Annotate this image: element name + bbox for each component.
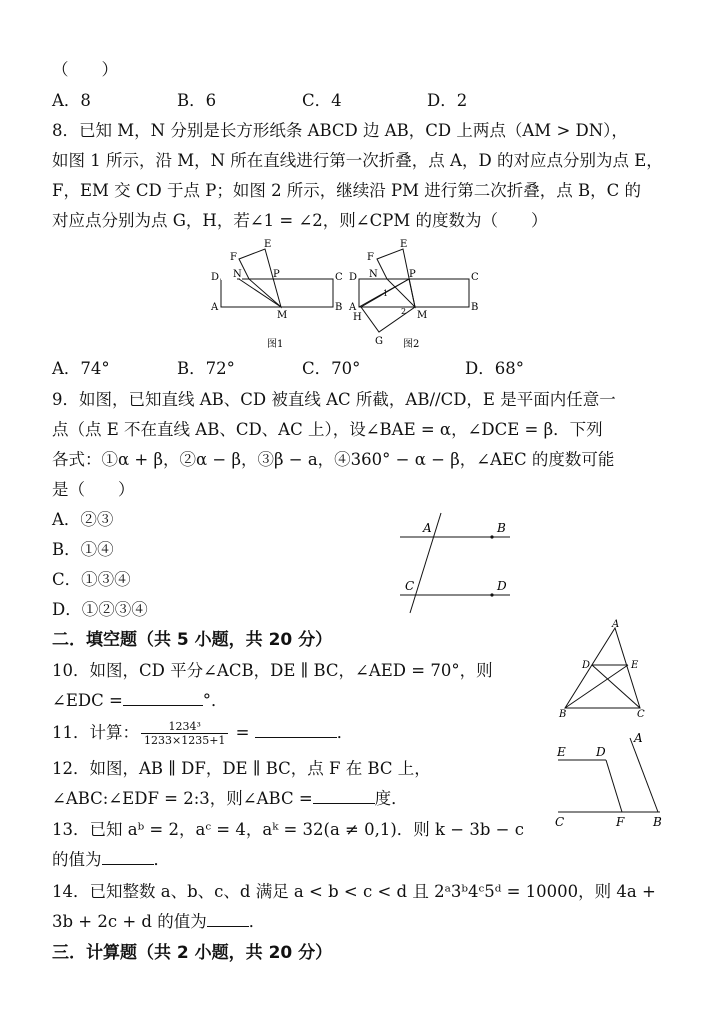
label-n-2: N (369, 269, 378, 280)
q9-line-2: 点（点 E 不在直线 AB、CD、AC 上），设∠BAE = α，∠DCE = β．下列 (52, 420, 603, 439)
q14-line-2 (52, 910, 265, 934)
label-a: A (612, 619, 620, 630)
q12-answer-blank[interactable] (313, 787, 375, 804)
label-d: D (497, 579, 507, 593)
label-p: P (273, 269, 280, 280)
q10-suffix: °． (202, 691, 228, 710)
label-f: F (616, 815, 625, 829)
fig1-caption: 图1 (267, 339, 284, 350)
segment-ab (630, 738, 658, 812)
q12-suffix: 度． (374, 789, 408, 808)
label-d: D (596, 745, 606, 759)
label-a: A (634, 731, 643, 745)
q9-line-4: 是（ ） (52, 480, 135, 499)
q9-option-a: A．②③ (52, 510, 114, 529)
triangle-abc (565, 628, 640, 708)
label-a: A (423, 521, 432, 535)
label-e: E (557, 745, 566, 759)
second-fold (361, 279, 415, 332)
label-c: C (555, 815, 565, 829)
fig2-caption: 图2 (403, 339, 420, 350)
q14-line-1: 14．已知整数 a、b、c、d 满足 a < b < c < d 且 2ᵃ3ᵇ4ᶜ5ᵈ = 10000，则 4a + (52, 882, 656, 901)
q8-line-1: 8．已知 M，N 分别是长方形纸条 ABCD 边 AB，CD 上两点（AM > DN）， (52, 121, 628, 140)
label-angle-1: 1 (383, 289, 389, 298)
q13-answer-blank[interactable] (102, 848, 154, 865)
label-angle-2: 2 (401, 307, 407, 316)
q11-eq: = (230, 723, 255, 742)
section-2-heading: 二．填空题（共 5 小题，共 20 分） (52, 630, 333, 650)
q13-prefix: 的值为 (52, 850, 102, 869)
q9-line-1: 9．如图，已知直线 AB、CD 被直线 AC 所截，AB//CD，E 是平面内任意一 (52, 390, 616, 409)
label-d-2: D (349, 272, 358, 283)
q14-prefix: 3b + 2c + d 的值为 (52, 912, 207, 931)
q7-option-c: C．4 (302, 91, 342, 110)
q9-option-c: C．①③④ (52, 570, 131, 589)
q8-line-4: 对应点分别为点 G，H，若∠1 = ∠2，则∠CPM 的度数为（ ） (52, 211, 548, 230)
label-b: B (559, 709, 567, 718)
q7-paren: （ ） (52, 60, 118, 79)
label-p-2: P (409, 269, 416, 280)
label-b-2: B (471, 302, 479, 313)
label-g-2: G (375, 336, 383, 347)
q12-figure (550, 728, 670, 830)
q13-suffix: ． (153, 850, 170, 869)
q11-prefix: 11．计算： (52, 723, 139, 742)
q7-option-a: A．8 (52, 91, 91, 110)
label-a-2: A (349, 302, 357, 313)
q8-option-a: A．74° (52, 359, 110, 378)
label-d: D (211, 272, 220, 283)
q9-line-3: 各式：①α + β，②α − β，③β − a，④360° − α − β，∠AEC 的度数可能 (52, 450, 615, 469)
point-d (490, 593, 493, 596)
q7-option-b: B．6 (177, 91, 217, 110)
label-n: N (233, 269, 242, 280)
q11-answer-blank[interactable] (255, 721, 337, 738)
q13-line-2 (52, 848, 170, 872)
q9-option-b: B．①④ (52, 540, 114, 559)
q12-line-2 (52, 787, 408, 811)
q8-line-3: F，EM 交 CD 于点 P；如图 2 所示，继续沿 PM 进行第二次折叠，点 B，C 的 (52, 181, 642, 200)
q8-line-2: 如图 1 所示，沿 M，N 所在直线进行第一次折叠，点 A，D 的对应点分别为点 E， (52, 151, 663, 170)
q11-suffix: ． (336, 723, 354, 742)
label-c: C (335, 272, 343, 283)
label-e: E (631, 660, 639, 671)
label-h-2: H (353, 312, 362, 323)
label-c-2: C (471, 272, 479, 283)
label-e-2: E (400, 239, 408, 250)
q11-denominator: 1233×1235+1 (144, 734, 226, 747)
label-a: A (211, 302, 219, 313)
q10-line-2 (52, 689, 228, 713)
label-f: F (230, 252, 237, 263)
q11-line (52, 720, 353, 747)
label-b: B (335, 302, 343, 313)
label-e: E (264, 239, 272, 250)
label-b: B (653, 815, 662, 829)
q10-line-1: 10．如图，CD 平分∠ACB，DE ∥ BC，∠AED = 70°，则 (52, 661, 493, 680)
q11-fraction (141, 720, 228, 747)
label-b: B (497, 521, 506, 535)
q7-option-d: D．2 (427, 91, 468, 110)
q8-option-c: C．70° (302, 359, 361, 378)
label-m: M (277, 310, 288, 321)
q10-figure (555, 618, 655, 718)
q8-option-d: D．68° (465, 359, 524, 378)
q10-prefix: ∠EDC = (52, 691, 123, 710)
segment-df (606, 760, 622, 812)
q8-figure-2 (345, 234, 485, 354)
q11-numerator: 1234³ (141, 720, 228, 734)
point-b (490, 535, 493, 538)
q12-prefix: ∠ABC:∠EDF = 2:3，则∠ABC = (52, 789, 313, 808)
label-c: C (637, 709, 645, 718)
label-c: C (405, 579, 415, 593)
label-m-2: M (417, 310, 428, 321)
q8-option-b: B．72° (177, 359, 235, 378)
label-d: D (582, 660, 591, 671)
q10-answer-blank[interactable] (123, 689, 203, 706)
q12-line-1: 12．如图，AB ∥ DF，DE ∥ BC，点 F 在 BC 上， (52, 759, 431, 778)
q9-option-d: D．①②③④ (52, 600, 148, 619)
q8-figure-1 (205, 234, 345, 354)
section-3-heading: 三．计算题（共 2 小题，共 20 分） (52, 943, 333, 963)
q14-suffix: ． (248, 912, 266, 931)
q9-figure (395, 510, 520, 615)
q14-answer-blank[interactable] (207, 910, 249, 927)
label-f-2: F (367, 252, 374, 263)
q13-line-1: 13．已知 aᵇ = 2，aᶜ = 4，aᵏ = 32(a ≠ 0,1)．则 k − 3b − c (52, 820, 524, 839)
